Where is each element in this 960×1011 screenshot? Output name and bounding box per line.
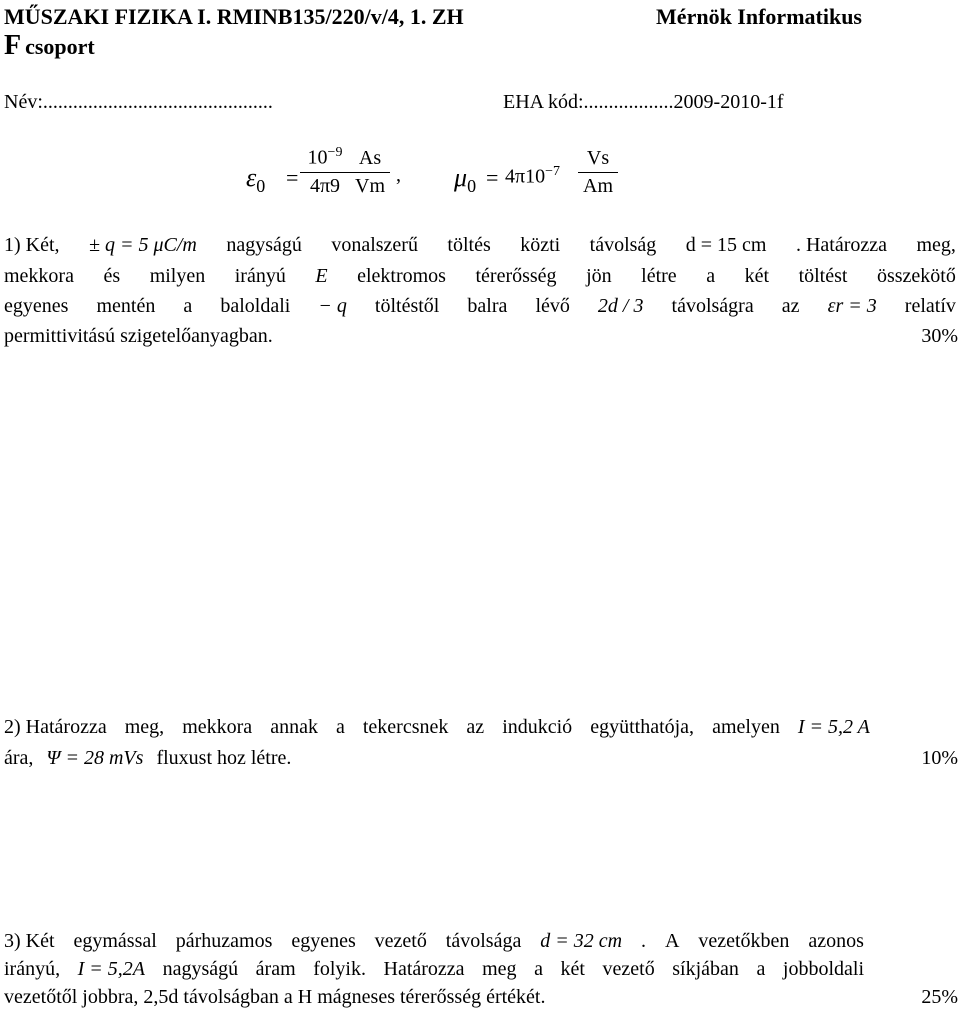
mu-exponent: −7 (545, 164, 561, 179)
problem-1-line-1: 1) Két, ± q = 5 μC/m nagyságú vonalszerű töltés közti távolság d = 15 cm . Határozza meg, (4, 234, 956, 256)
mu-mantissa: 4π10 (505, 165, 546, 188)
name-field-label: Név:.............................................. (4, 91, 273, 113)
epsilon-unit-fraction (350, 147, 390, 198)
group-letter: F (4, 30, 22, 61)
mu-unit-fraction (578, 147, 618, 198)
mu-symbol: μ (454, 163, 468, 192)
eha-code-label: EHA kód:..................2009-2010-1f (503, 91, 784, 113)
problem-2-line-2: ára, Ψ = 28 mVs fluxust hoz létre. (4, 747, 292, 769)
epsilon-exponent: −9 (327, 145, 343, 160)
problem-2-line-1: 2) Határozza meg, mekkora annak a tekercsnek az indukció együtthatója, amelyen I = 5,2 A (4, 716, 870, 738)
problem-3-line-3: vezetőtől jobbra, 2,5d távolságban a H mágneses térerősség értékét. (4, 986, 546, 1008)
epsilon-unit-numerator: As (350, 147, 390, 173)
constants-comma: , (396, 164, 401, 186)
problem-1-line-4: permittivitású szigetelőanyagban. (4, 325, 273, 347)
group-label (4, 30, 95, 62)
problem-3-line-2: irányú, I = 5,2A nagyságú áram folyik. Határozza meg a két vezető síkjában a jobboldali (4, 958, 864, 980)
document-title: MŰSZAKI FIZIKA I. RMINB135/220/v/4, 1. ZH (4, 4, 464, 29)
problem-3-line-1: 3) Két egymással párhuzamos egyenes vezető távolsága d = 32 cm . A vezetőkben azonos (4, 930, 864, 952)
mu-equals: = (486, 165, 499, 190)
epsilon-numerator: 10 (307, 146, 328, 169)
epsilon-unit-denominator: Vm (355, 175, 385, 197)
problem-1-line-2: mekkora és milyen irányú E elektromos térerősség jön létre a két töltést összekötő (4, 265, 956, 287)
problem-1-line-3: egyenes mentén a baloldali − q töltéstől balra lévő 2d / 3 távolságra az εr = 3 relatív (4, 295, 956, 317)
mu-subscript: 0 (467, 176, 477, 197)
epsilon-symbol: ε (246, 163, 257, 192)
group-word: csoport (25, 34, 95, 59)
problem-1-points: 30% (921, 325, 958, 347)
epsilon-denominator: 4π9 (309, 174, 341, 197)
mu-unit-numerator: Vs (578, 147, 618, 173)
program-name: Mérnök Informatikus (656, 4, 862, 29)
mu-value (505, 164, 560, 189)
epsilon-subscript: 0 (256, 176, 266, 197)
problem-3-points: 25% (921, 986, 958, 1008)
mu-unit-denominator: Am (583, 175, 613, 197)
problem-2-points: 10% (921, 747, 958, 769)
epsilon-value-fraction (300, 145, 350, 198)
epsilon-equals: = (286, 165, 299, 190)
